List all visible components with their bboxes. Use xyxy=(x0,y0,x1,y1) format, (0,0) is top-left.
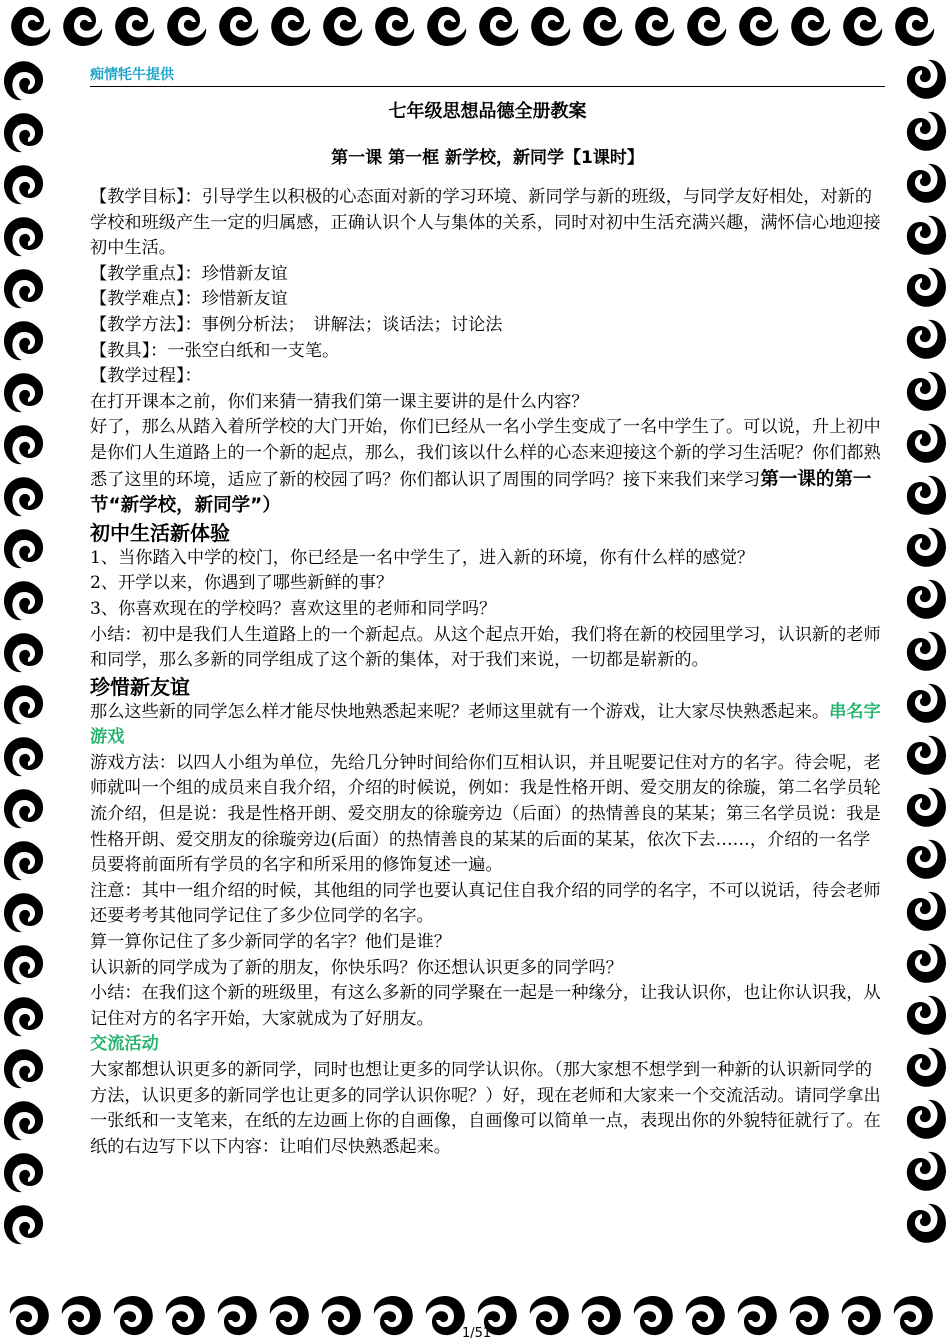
paragraph xyxy=(90,700,885,751)
border-swirl xyxy=(4,841,43,880)
border-swirl xyxy=(219,7,258,46)
teaching-method: 【教学方法】：事例分析法； 讲解法；谈话法；讨论法 xyxy=(90,314,503,335)
border-swirl xyxy=(582,1296,621,1335)
border-swirl xyxy=(4,1205,43,1244)
border-swirl xyxy=(907,268,946,307)
border-swirl xyxy=(907,996,946,1035)
activity-heading: 交流活动 xyxy=(90,1034,159,1055)
border-swirl xyxy=(4,165,43,204)
header-provider: 痴情牦牛提供 xyxy=(90,60,885,87)
border-swirl xyxy=(907,840,946,879)
border-swirl xyxy=(271,7,310,46)
document-body xyxy=(90,185,885,1160)
border-swirl xyxy=(4,997,43,1036)
border-swirl xyxy=(4,373,43,412)
border-swirl xyxy=(4,685,43,724)
border-swirl xyxy=(907,164,946,203)
border-swirl xyxy=(907,60,946,99)
border-swirl xyxy=(4,1101,43,1140)
border-swirl xyxy=(4,217,43,256)
border-swirl xyxy=(907,424,946,463)
border-swirl xyxy=(4,945,43,984)
teaching-key-point: 【教学重点】：珍惜新友谊 xyxy=(90,263,288,284)
border-swirl xyxy=(790,1296,829,1335)
border-swirl xyxy=(907,632,946,671)
border-swirl xyxy=(4,529,43,568)
border-swirl xyxy=(4,789,43,828)
question: 3、你喜欢现在的学校吗？喜欢这里的老师和同学吗？ xyxy=(90,598,497,619)
border-swirl xyxy=(10,1296,49,1335)
question: 2、开学以来，你遇到了哪些新鲜的事？ xyxy=(90,573,394,594)
summary: 小结：初中是我们人生道路上的一个新起点。从这个起点开始，我们将在新的校园里学习，认识新的老师和同学，那么多新的同学组成了这个新的集体，对于我们来说，一切都是崭新的。 xyxy=(90,624,881,671)
border-swirl xyxy=(907,1048,946,1087)
paragraph: 注意：其中一组介绍的时候，其他组的同学也要认真记住自我介绍的同学的名字，不可以说话，待会老师还要考考其他同学记住了多少位同学的名字。 xyxy=(90,880,881,927)
border-swirl xyxy=(322,1296,361,1335)
border-swirl xyxy=(375,7,414,46)
border-swirl xyxy=(907,684,946,723)
section-heading: 珍惜新友谊 xyxy=(90,674,190,699)
border-swirl xyxy=(270,1296,309,1335)
border-swirl xyxy=(842,1296,881,1335)
document-page xyxy=(90,60,885,1160)
border-swirl xyxy=(323,7,362,46)
border-swirl xyxy=(739,7,778,46)
bold-lesson-ref: 第一课的第一节“新学校，新同学”） xyxy=(90,468,872,517)
border-swirl xyxy=(907,788,946,827)
paragraph: 认识新的同学成为了新的朋友，你快乐吗？你还想认识更多的同学吗？ xyxy=(90,957,623,978)
border-swirl xyxy=(907,216,946,255)
border-swirl xyxy=(687,7,726,46)
border-swirl xyxy=(843,7,882,46)
paragraph xyxy=(90,415,885,519)
border-swirl xyxy=(479,7,518,46)
border-swirl xyxy=(907,1100,946,1139)
paragraph: 游戏方法：以四人小组为单位，先给几分钟时间给你们互相认识，并且呢要记住对方的名字。待会呢，老师就叫一个组的成员来自我介绍，介绍的时候说，例如：我是性格开朗、爱交朋友的徐璇，第二名学员轮流介绍，但是说：我是性格开朗、爱交朋友的徐璇旁边（后面）的热情善良的某某；第三名学员说：我是性格开朗、爱交朋友的徐璇旁边(后面）的热情善良的某某的后面的某某，依次下去……，介绍的一名学员要将前面所有学员的名字和所采用的修饰复述一遍。 xyxy=(90,752,881,876)
activity-heading: 串名字游戏 xyxy=(90,701,881,748)
border-swirl xyxy=(907,580,946,619)
border-swirl xyxy=(583,7,622,46)
border-swirl xyxy=(907,112,946,151)
document-title: 七年级思想品德全册教案 xyxy=(388,101,587,122)
border-swirl xyxy=(907,1204,946,1243)
teaching-process: 【教学过程】： xyxy=(90,366,202,387)
question: 1、当你踏入中学的校门，你已经是一名中学生了，进入新的环境，你有什么样的感觉？ xyxy=(90,547,755,568)
paragraph-text: 那么这些新的同学怎么样才能尽快地熟悉起来呢？老师这里就有一个游戏，让大家尽快熟悉起来。 xyxy=(90,701,830,722)
border-swirl xyxy=(114,1296,153,1335)
teaching-difficulty: 【教学难点】：珍惜新友谊 xyxy=(90,289,288,310)
summary: 小结：在我们这个新的班级里，有这么多新的同学聚在一起是一种缘分，让我认识你，也让你认识我，从记住对方的名字开始，大家就成为了好朋友。 xyxy=(90,983,881,1029)
border-swirl xyxy=(166,1296,205,1335)
border-swirl xyxy=(4,581,43,620)
teaching-tools: 【教具】：一张空白纸和一支笔。 xyxy=(90,340,340,361)
border-swirl xyxy=(907,372,946,411)
paragraph: 在打开课本之前，你们来猜一猜我们第一课主要讲的是什么内容？ xyxy=(90,391,589,412)
border-swirl xyxy=(4,425,43,464)
border-swirl xyxy=(531,7,570,46)
border-swirl xyxy=(167,7,206,46)
border-swirl xyxy=(4,477,43,516)
border-swirl xyxy=(115,7,154,46)
border-swirl xyxy=(11,7,50,46)
page-number: 1/51 xyxy=(462,1326,492,1341)
border-swirl xyxy=(427,7,466,46)
border-swirl xyxy=(4,269,43,308)
border-swirl xyxy=(635,7,674,46)
border-swirl xyxy=(738,1296,777,1335)
paragraph: 算一算你记住了多少新同学的名字？他们是谁？ xyxy=(90,932,451,953)
border-swirl xyxy=(426,1296,465,1335)
section-heading: 初中生活新体验 xyxy=(90,520,230,545)
border-swirl xyxy=(4,1049,43,1088)
border-swirl xyxy=(4,1153,43,1192)
border-swirl xyxy=(894,1296,933,1335)
border-swirl xyxy=(4,61,43,100)
border-swirl xyxy=(686,1296,725,1335)
border-swirl xyxy=(530,1296,569,1335)
border-swirl xyxy=(4,321,43,360)
border-swirl xyxy=(907,944,946,983)
border-swirl xyxy=(907,892,946,931)
lesson-title: 第一课 第一框 新学校，新同学【1课时】 xyxy=(331,148,644,168)
border-swirl xyxy=(218,1296,257,1335)
border-swirl xyxy=(907,528,946,567)
paragraph: 大家都想认识更多的新同学，同时也想让更多的同学认识你。（那大家想不想学到一种新的认识新同学的方法，认识更多的新同学也让更多的同学认识你呢？）好，现在老师和大家来一个交流活动。请同学拿出一张纸和一支笔来，在纸的左边画上你的自画像，自画像可以简单一点，表现出你的外貌特征就行了。在纸的右边写下以下内容：让咱们尽快熟悉起来。 xyxy=(90,1060,881,1157)
border-swirl xyxy=(791,7,830,46)
border-swirl xyxy=(634,1296,673,1335)
teaching-goal: 【教学目标】：引导学生以积极的心态面对新的学习环境、新同学与新的班级，与同学友好相处，对新的学校和班级产生一定的归属感，正确认识个人与集体的关系，同时对初中生活充满兴趣，满怀信心地迎接初中生活。 xyxy=(90,187,881,259)
border-swirl xyxy=(62,1296,101,1335)
border-swirl xyxy=(907,1152,946,1191)
border-swirl xyxy=(4,113,43,152)
border-swirl xyxy=(4,737,43,776)
border-swirl xyxy=(907,476,946,515)
border-swirl xyxy=(63,7,102,46)
border-swirl xyxy=(907,736,946,775)
border-swirl xyxy=(4,893,43,932)
border-swirl xyxy=(4,633,43,672)
paragraph-text: 好了，那么从踏入着所学校的大门开始，你们已经从一名小学生变成了一名中学生了。可以说，升上初中是你们人生道路上的一个新的起点，那么，我们该以什么样的心态来迎接这个新的学习生活呢？你们都熟悉了这里的环境，适应了新的校园了吗？你们都认识了周围的同学吗？接下来我们来学习 xyxy=(90,417,881,490)
border-swirl xyxy=(374,1296,413,1335)
border-swirl xyxy=(907,320,946,359)
border-swirl xyxy=(895,7,934,46)
